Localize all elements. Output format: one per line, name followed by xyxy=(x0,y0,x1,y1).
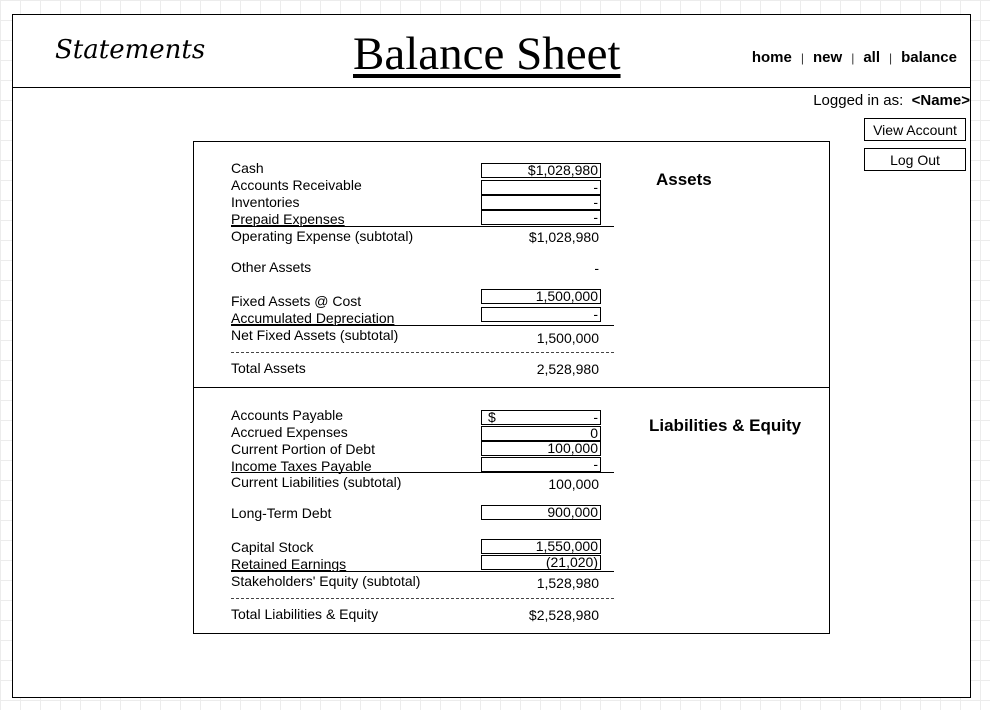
accounts-receivable-label: Accounts Receivable xyxy=(231,177,362,193)
equity-subtotal-label: Stakeholders' Equity (subtotal) xyxy=(231,573,421,589)
nav-new-link[interactable]: new xyxy=(813,49,843,66)
current-liabilities-subtotal-value: 100,000 xyxy=(548,476,599,492)
subtotal-rule xyxy=(231,226,614,227)
logged-in-label: Logged in as: xyxy=(813,92,904,109)
prepaid-expenses-input[interactable]: - xyxy=(481,210,601,225)
cash-label: Cash xyxy=(231,160,264,176)
fixed-assets-cost-input[interactable]: 1,500,000 xyxy=(481,289,601,304)
top-nav xyxy=(752,49,957,66)
total-liabilities-value: $2,528,980 xyxy=(528,607,599,623)
net-fixed-subtotal-label: Net Fixed Assets (subtotal) xyxy=(231,327,399,343)
operating-subtotal-label: Operating Expense (subtotal) xyxy=(231,228,414,244)
capital-stock-label: Capital Stock xyxy=(231,539,314,555)
total-divider xyxy=(231,352,614,353)
brand-logo[interactable]: Statements xyxy=(55,35,206,65)
accounts-payable-input[interactable] xyxy=(481,410,601,425)
log-out-button[interactable]: Log Out xyxy=(864,148,966,171)
total-liabilities-label: Total Liabilities & Equity xyxy=(231,606,379,622)
retained-earnings-label: Retained Earnings xyxy=(231,556,347,572)
other-assets-value: - xyxy=(594,260,599,276)
current-portion-debt-label: Current Portion of Debt xyxy=(231,441,375,457)
nav-separator: | xyxy=(851,50,855,65)
inventories-label: Inventories xyxy=(231,194,300,210)
app-window xyxy=(12,14,971,698)
current-portion-debt-input[interactable]: 100,000 xyxy=(481,441,601,456)
nav-all-link[interactable]: all xyxy=(863,49,880,66)
total-assets-label: Total Assets xyxy=(231,360,306,376)
total-assets-value: 2,528,980 xyxy=(536,361,599,377)
accumulated-depreciation-input[interactable]: - xyxy=(481,307,601,322)
logged-in-status xyxy=(813,92,970,109)
inventories-input[interactable]: - xyxy=(481,195,601,210)
view-account-button[interactable]: View Account xyxy=(864,118,966,141)
nav-separator: | xyxy=(889,50,893,65)
subtotal-rule xyxy=(231,325,614,326)
nav-home-link[interactable]: home xyxy=(751,49,792,66)
accrued-expenses-label: Accrued Expenses xyxy=(231,424,348,440)
header xyxy=(13,15,970,88)
current-liabilities-subtotal-label: Current Liabilities (subtotal) xyxy=(231,474,402,490)
equity-subtotal-value: 1,528,980 xyxy=(536,575,599,591)
fixed-assets-cost-label: Fixed Assets @ Cost xyxy=(231,293,362,309)
capital-stock-input[interactable]: 1,550,000 xyxy=(481,539,601,554)
other-assets-label: Other Assets xyxy=(231,259,312,275)
long-term-debt-label: Long-Term Debt xyxy=(231,505,332,521)
currency-symbol: $ xyxy=(488,409,496,425)
page-title: Balance Sheet xyxy=(353,28,621,80)
accrued-expenses-input[interactable]: 0 xyxy=(481,426,601,441)
liabilities-heading: Liabilities & Equity xyxy=(649,416,802,435)
section-divider xyxy=(194,387,829,388)
total-divider xyxy=(231,598,614,599)
assets-heading: Assets xyxy=(656,170,712,189)
net-fixed-subtotal-value: 1,500,000 xyxy=(536,330,599,346)
long-term-debt-input[interactable]: 900,000 xyxy=(481,505,601,520)
accumulated-depreciation-label: Accumulated Depreciation xyxy=(231,310,395,326)
subtotal-rule xyxy=(231,472,614,473)
accounts-receivable-input[interactable]: - xyxy=(481,180,601,195)
balance-sheet-panel xyxy=(193,141,830,634)
subtotal-rule xyxy=(231,571,614,572)
income-taxes-payable-label: Income Taxes Payable xyxy=(231,458,372,474)
accounts-payable-label: Accounts Payable xyxy=(231,407,344,423)
cash-input[interactable]: $1,028,980 xyxy=(481,163,601,178)
nav-separator: | xyxy=(800,50,804,65)
user-name: <Name> xyxy=(911,92,970,109)
retained-earnings-input[interactable]: (21,020) xyxy=(481,555,601,570)
nav-balance-link[interactable]: balance xyxy=(901,49,957,66)
accounts-payable-value: - xyxy=(593,409,598,425)
prepaid-expenses-label: Prepaid Expenses xyxy=(231,211,345,227)
income-taxes-payable-input[interactable]: - xyxy=(481,457,601,472)
operating-subtotal-value: $1,028,980 xyxy=(528,229,599,245)
